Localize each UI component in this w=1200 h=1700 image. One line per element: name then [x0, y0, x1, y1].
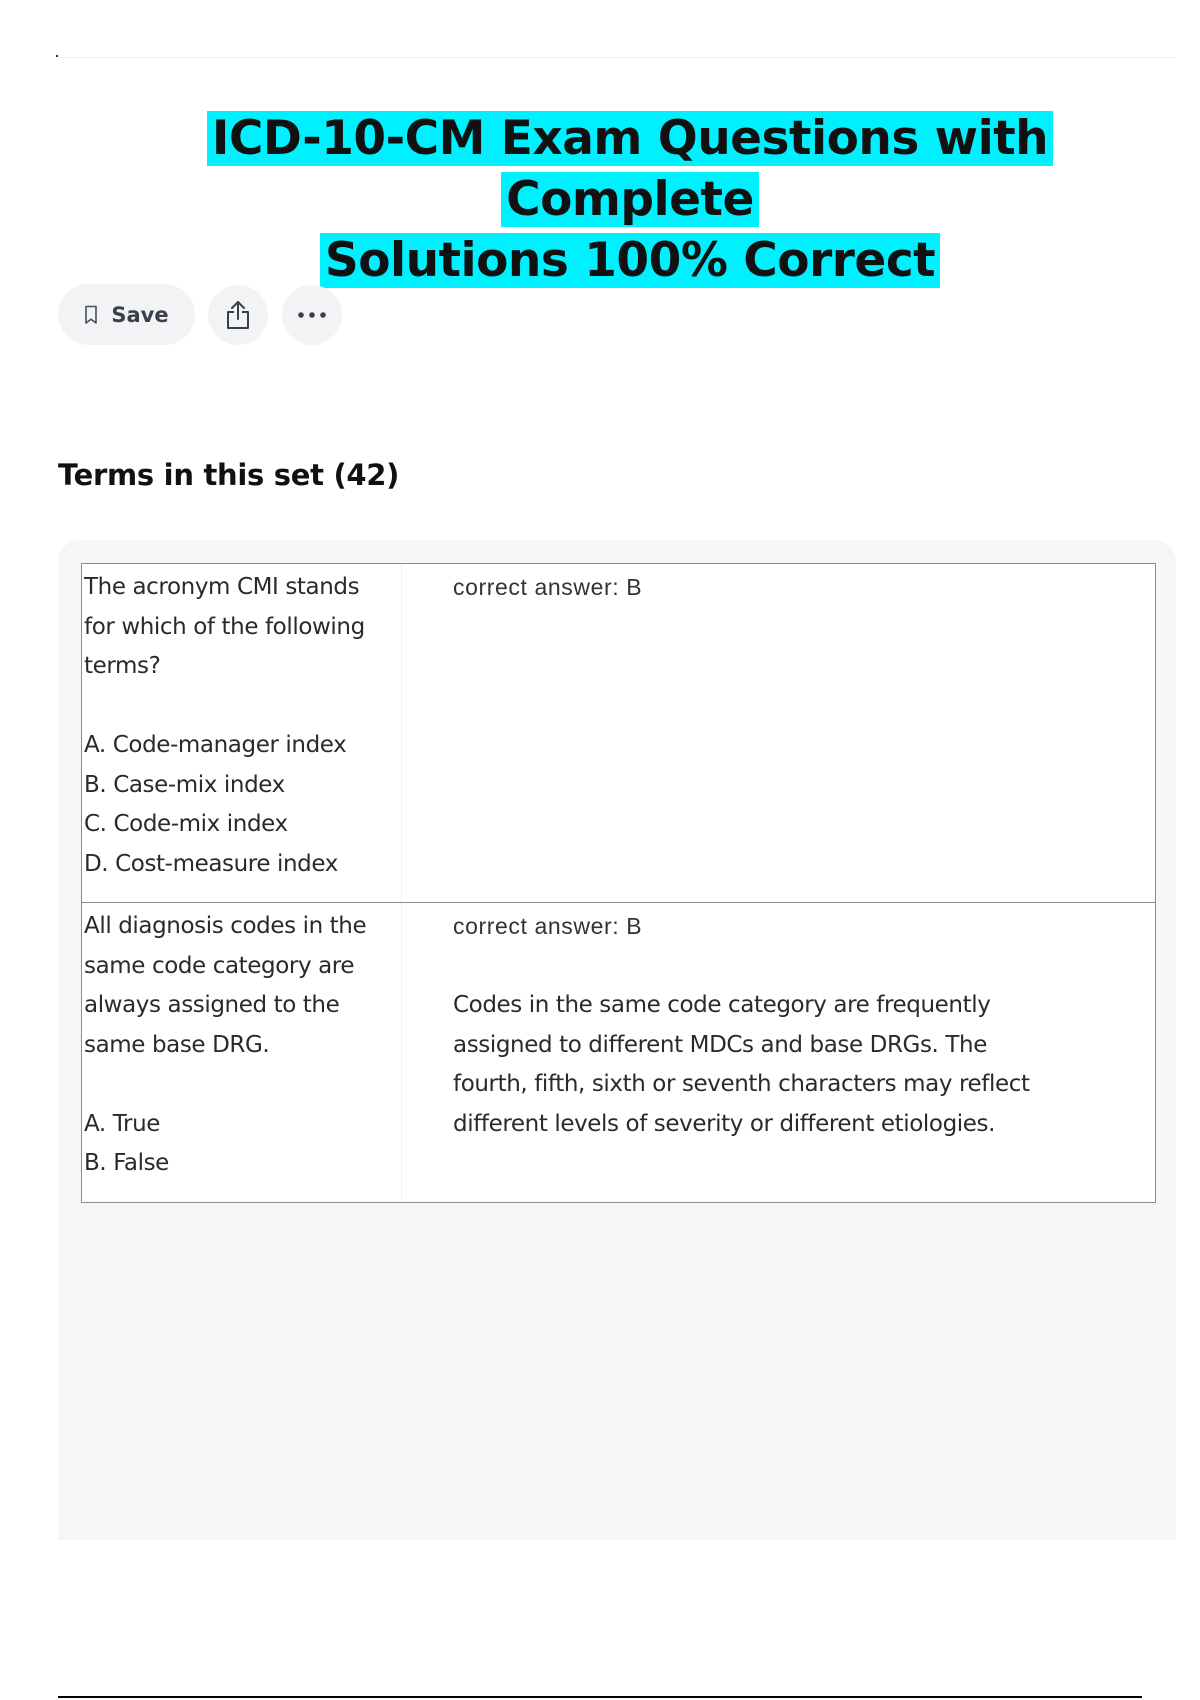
header-divider	[58, 57, 1176, 58]
term-line: terms?	[84, 653, 161, 679]
line-spacer	[84, 1065, 401, 1105]
terms-table	[81, 563, 1156, 1203]
action-toolbar	[58, 284, 342, 345]
page-title-line-2: Solutions 100% Correct	[320, 233, 940, 288]
term-line: All diagnosis codes in the	[84, 913, 367, 939]
term-line: for which of the following	[84, 613, 365, 640]
page-title-line-1: ICD-10-CM Exam Questions with Complete	[207, 111, 1053, 227]
term-line: The acronym CMI stands	[84, 574, 360, 600]
explanation-line: fourth, fifth, sixth or seventh characters may reflect	[453, 1071, 1030, 1097]
term-option: D. Cost-measure index	[84, 850, 338, 877]
term-card-1[interactable]	[82, 564, 1155, 902]
correct-answer: correct answer: B	[453, 913, 643, 939]
explanation-line: Codes in the same code category are frequently	[453, 992, 991, 1018]
term-option: C. Code-mix index	[84, 811, 288, 837]
page-title	[100, 108, 1160, 291]
footer-divider	[58, 1696, 1142, 1698]
bookmark-icon	[84, 305, 98, 325]
explanation-line: different levels of severity or different etiologies.	[453, 1110, 995, 1137]
term-option: A. True	[84, 1110, 161, 1137]
term-text	[82, 903, 402, 1202]
line-spacer	[84, 687, 401, 727]
save-button-label: Save	[111, 302, 169, 327]
more-dots-icon	[297, 311, 327, 319]
save-button[interactable]	[58, 284, 195, 345]
explanation-line: assigned to different MDCs and base DRGs. The	[453, 1031, 987, 1058]
term-option: B. False	[84, 1150, 169, 1176]
line-spacer	[453, 947, 1155, 987]
term-card-2[interactable]	[82, 902, 1155, 1202]
correct-answer: correct answer: B	[453, 574, 643, 600]
share-icon	[224, 299, 252, 331]
definition-text	[402, 903, 1155, 1202]
definition-text	[402, 564, 1155, 902]
term-line: same code category are	[84, 952, 355, 979]
more-options-button[interactable]	[282, 285, 342, 345]
term-option: A. Code-manager index	[84, 732, 347, 758]
share-button[interactable]	[208, 285, 268, 345]
terms-count-heading: Terms in this set (42)	[58, 458, 400, 492]
term-text	[82, 564, 402, 902]
term-line: always assigned to the	[84, 992, 340, 1018]
term-line: same base DRG.	[84, 1031, 270, 1058]
term-option: B. Case-mix index	[84, 771, 285, 798]
